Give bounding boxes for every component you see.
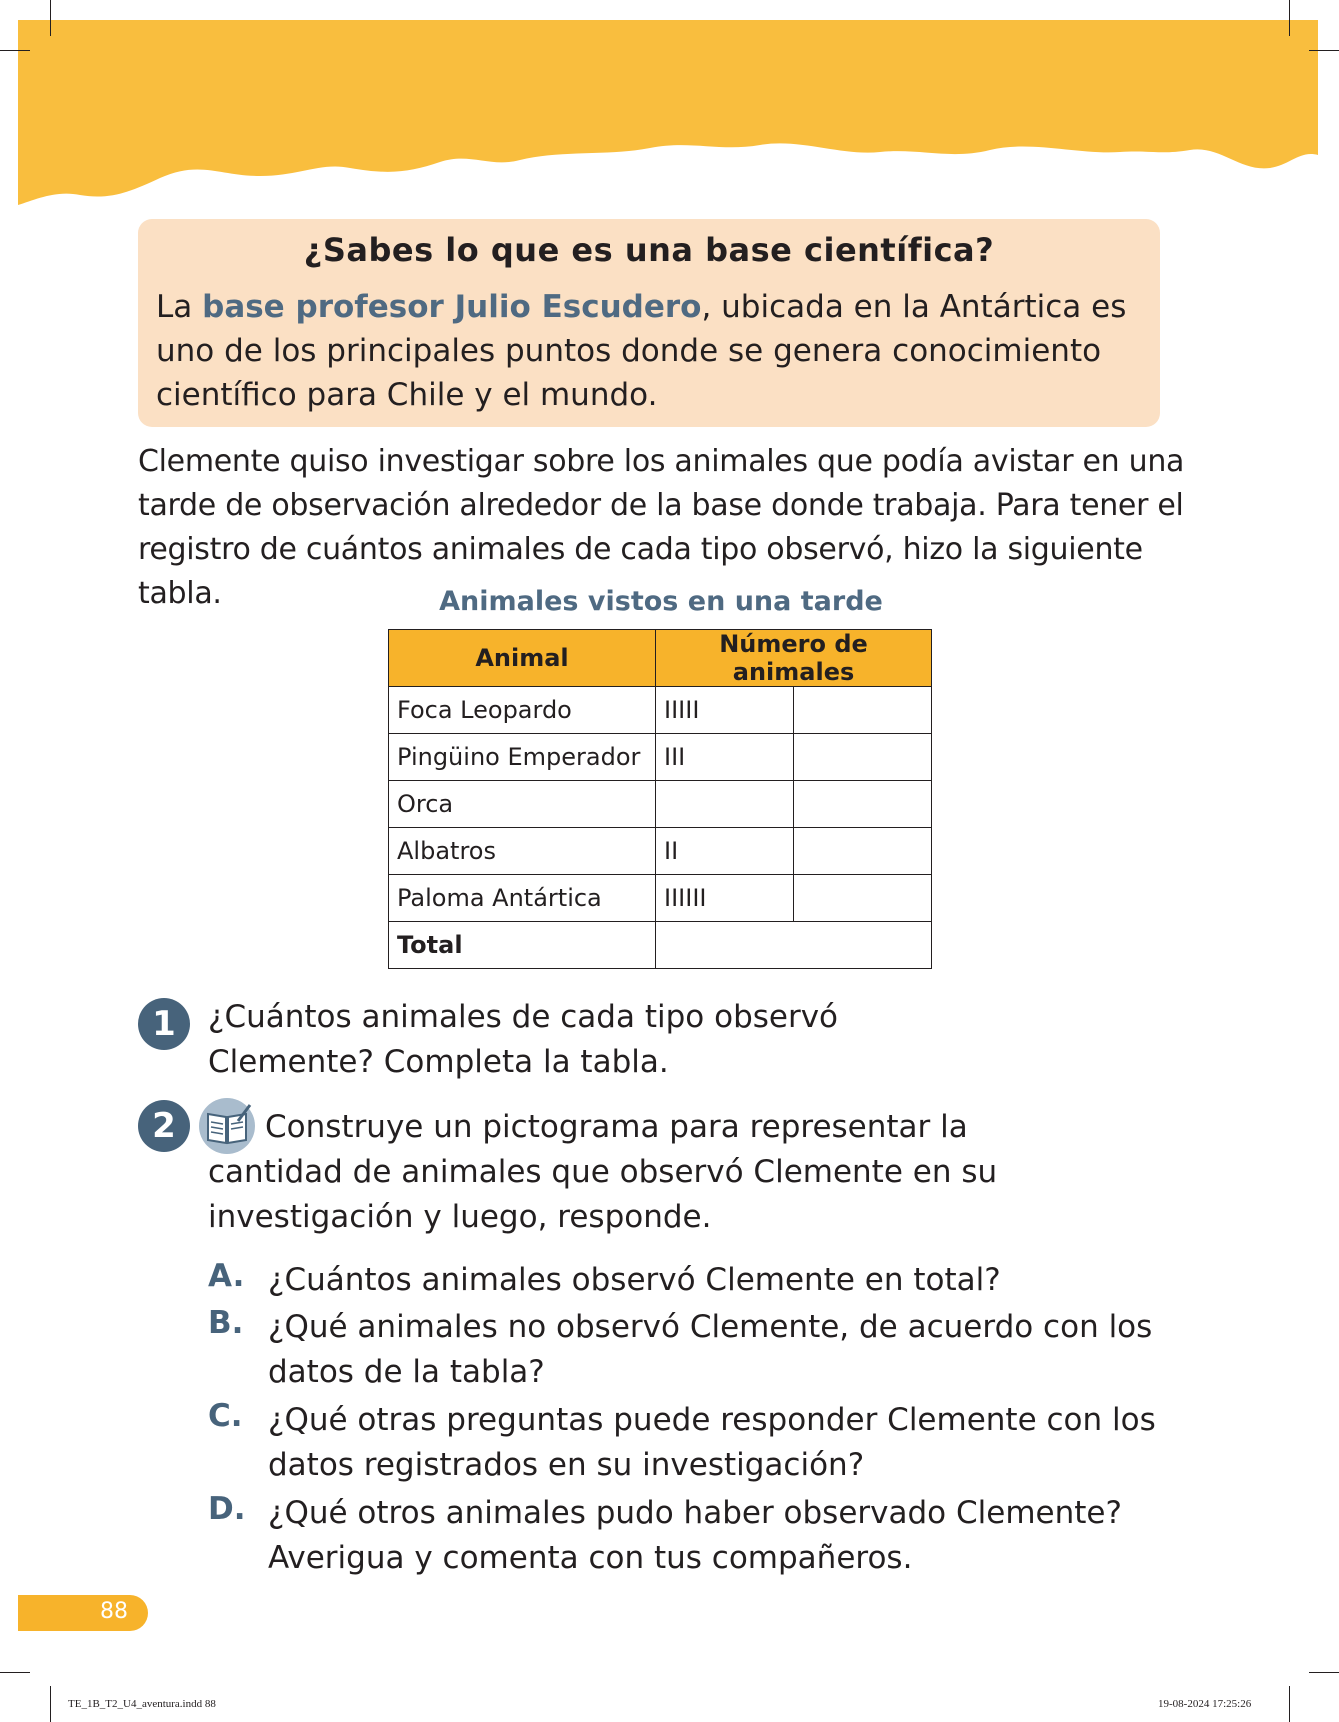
header-animal: Animal (389, 630, 656, 687)
header-wave-banner (0, 0, 1339, 220)
crop-mark (1289, 1686, 1290, 1722)
info-text-before: La (156, 289, 203, 325)
info-box-title: ¿Sabes lo que es una base científica? (303, 231, 995, 269)
count-cell[interactable] (794, 734, 932, 781)
footer-timestamp: 19-08-2024 17:25:26 (1158, 1698, 1252, 1710)
table-row (389, 875, 932, 922)
page-number: 88 (100, 1599, 128, 1624)
tally-cell: IIIIII (656, 875, 794, 922)
tally-cell: II (656, 828, 794, 875)
animal-cell: Orca (389, 781, 656, 828)
question-number-badge: 2 (138, 1100, 190, 1152)
animal-cell: Paloma Antártica (389, 875, 656, 922)
footer-filename: TE_1B_T2_U4_aventura.indd 88 (68, 1698, 216, 1710)
item-letter: A. (208, 1258, 245, 1294)
table-caption: Animales vistos en una tarde (439, 586, 883, 617)
table-total-row (389, 922, 932, 969)
total-label: Total (389, 922, 656, 969)
list-item (208, 1305, 1158, 1395)
count-cell[interactable] (794, 687, 932, 734)
table-row (389, 828, 932, 875)
table-row (389, 734, 932, 781)
list-item (208, 1491, 1158, 1581)
intro-paragraph: Clemente quiso investigar sobre los animales que podía avistar en una tarde de observación alrededor de la base donde trabaja. Para tener el registro de cuántos animales de cada tipo observó, hizo la siguiente tabla. (138, 444, 1185, 611)
tally-cell: IIIII (656, 687, 794, 734)
total-value-cell[interactable] (656, 922, 932, 969)
question-1-text: ¿Cuántos animales de cada tipo observó Clemente? Completa la tabla. (208, 999, 839, 1080)
item-letter: C. (208, 1398, 243, 1434)
crop-mark (50, 1686, 51, 1722)
list-item (208, 1258, 1158, 1303)
table-row (389, 781, 932, 828)
item-letter: B. (208, 1305, 244, 1341)
crop-mark (1309, 50, 1339, 51)
info-box (138, 219, 1160, 427)
animal-cell: Albatros (389, 828, 656, 875)
table-row (389, 687, 932, 734)
list-item (208, 1398, 1158, 1488)
item-text: ¿Cuántos animales observó Clemente en total? (268, 1262, 1001, 1298)
crop-mark (1309, 1672, 1339, 1673)
count-cell[interactable] (794, 875, 932, 922)
crop-mark (0, 50, 30, 51)
crop-mark (1289, 0, 1290, 36)
item-text: ¿Qué animales no observó Clemente, de acuerdo con los datos de la tabla? (268, 1309, 1153, 1390)
crop-mark (50, 0, 51, 36)
item-text: ¿Qué otros animales pudo haber observado Clemente? Averigua y comenta con tus compañeros. (268, 1495, 1122, 1576)
info-text-after: , ubicada en la Antártica es uno de los principales puntos donde se genera conocimiento científico para Chile y el mundo. (156, 289, 1127, 413)
info-highlight: base profesor Julio Escudero (202, 289, 702, 325)
question-number-badge: 1 (138, 998, 190, 1050)
tally-cell: III (656, 734, 794, 781)
question-2-text: Construye un pictograma para representar la cantidad de animales que observó Clemente en su investigación y luego, responde. (208, 1109, 998, 1235)
info-box-text (156, 285, 1146, 417)
animal-cell: Pingüino Emperador (389, 734, 656, 781)
item-text: ¿Qué otras preguntas puede responder Clemente con los datos registrados en su investigación? (268, 1402, 1156, 1483)
count-cell[interactable] (794, 828, 932, 875)
header-number: Número de animales (656, 630, 932, 687)
item-letter: D. (208, 1491, 246, 1527)
animal-cell: Foca Leopardo (389, 687, 656, 734)
count-cell[interactable] (794, 781, 932, 828)
page-number-tab (18, 1595, 148, 1631)
table-header-row (389, 630, 932, 687)
tally-table (388, 629, 932, 969)
crop-mark (0, 1672, 30, 1673)
tally-cell (656, 781, 794, 828)
